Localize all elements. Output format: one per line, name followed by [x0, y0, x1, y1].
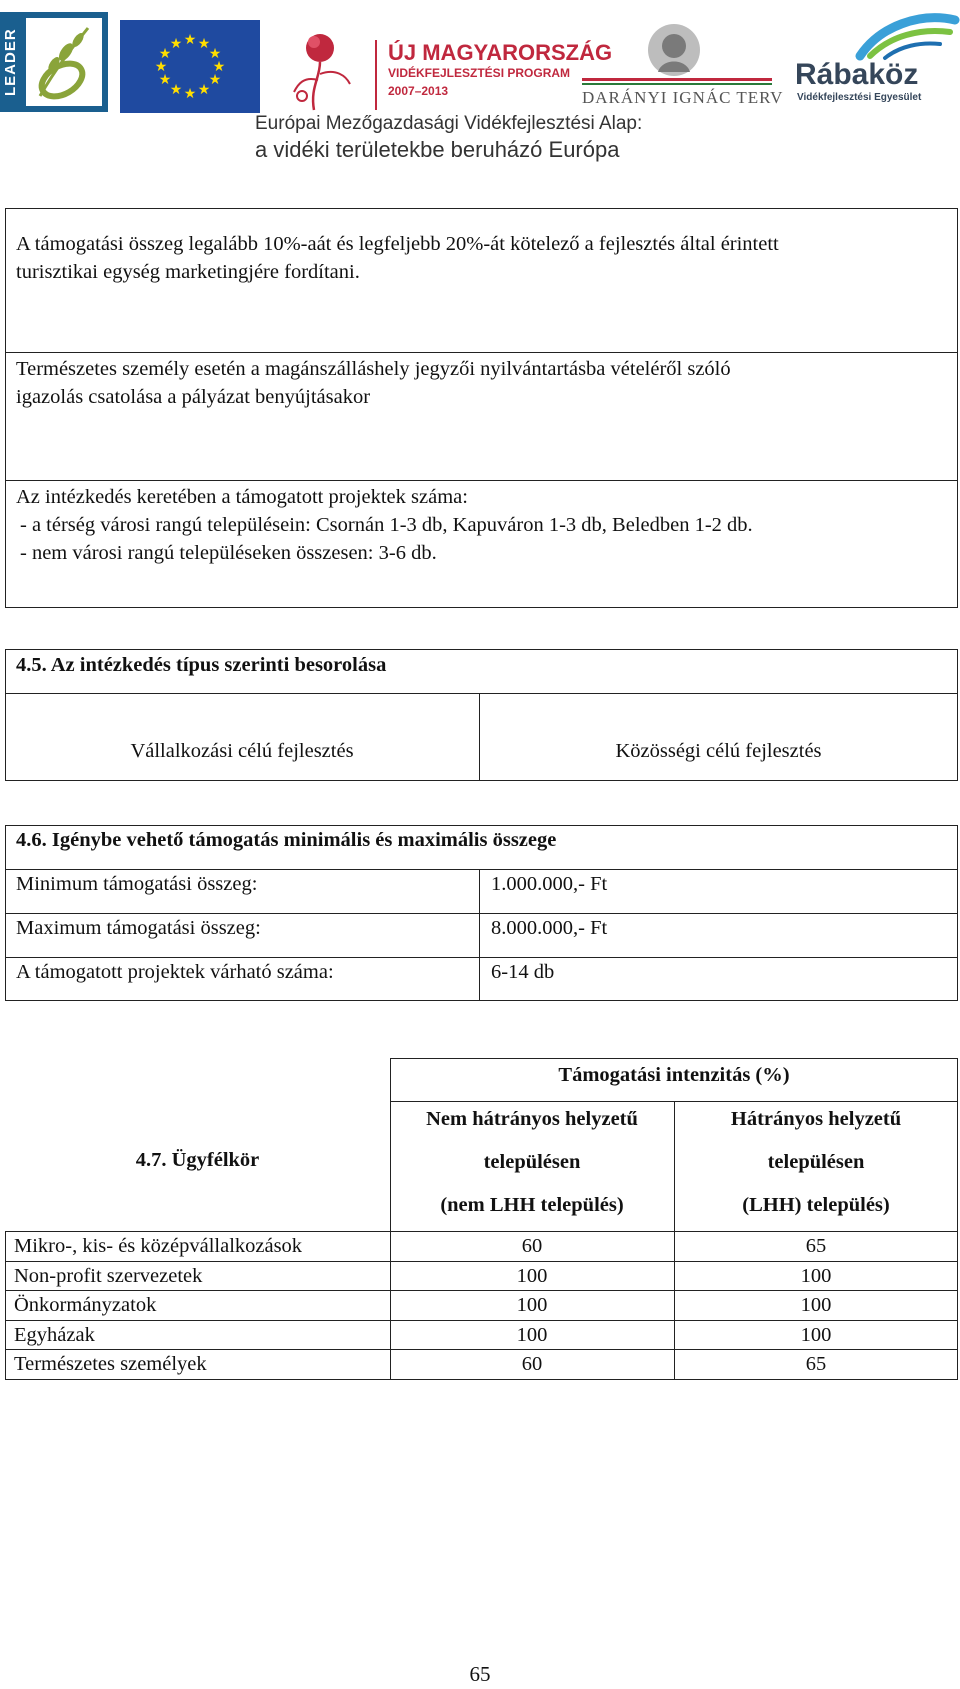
svg-text:★: ★	[183, 32, 197, 48]
project-count-rural: - nem városi rangú településeken összesen: 3-6 db.	[20, 542, 437, 564]
max-amount-value: 8.000.000,- Ft	[491, 917, 608, 939]
intensity-header: Támogatási intenzitás (%)	[558, 1064, 790, 1086]
min-amount-value: 1.000.000,- Ft	[491, 873, 608, 895]
leader-logo-emblem	[26, 18, 102, 106]
svg-text:★: ★	[169, 82, 183, 98]
svg-text:★: ★	[208, 46, 222, 62]
col1-header-line2: településen	[483, 1151, 581, 1173]
col1-header-line1: Nem hátrányos helyzetű	[426, 1108, 638, 1130]
wave-icon	[790, 6, 960, 66]
divider	[5, 693, 958, 694]
col2-header-line3: (LHH) település)	[742, 1194, 890, 1216]
table-cell: 60	[521, 1353, 543, 1375]
table-row-label: Non-profit szervezetek	[14, 1265, 203, 1287]
expected-projects-value: 6-14 db	[491, 961, 555, 983]
svg-text:★: ★	[183, 86, 197, 102]
svg-text:★: ★	[197, 82, 211, 98]
um-years: 2007–2013	[388, 84, 449, 98]
table-row-label: Önkormányzatok	[14, 1294, 157, 1316]
eu-stars-icon	[120, 20, 260, 113]
table-cell: 60	[521, 1235, 543, 1257]
section-46-heading: 4.6. Igénybe vehető támogatás minimális és maximális összege	[16, 829, 557, 851]
table-cell: 100	[516, 1294, 548, 1316]
table-cell: 100	[516, 1324, 548, 1346]
leaf-icon	[26, 18, 102, 106]
marketing-condition-line1: A támogatási összeg legalább 10%-aát és legfeljebb 20%-át kötelező a fejlesztés által érintett	[16, 233, 779, 255]
svg-text:★: ★	[197, 36, 211, 52]
marketing-condition-line2: turisztikai egység marketingjére fordítani.	[16, 261, 360, 283]
section-47-heading: 4.7. Ügyfélkör	[135, 1149, 260, 1171]
leader-logo-label: LEADER	[2, 28, 19, 96]
table-row-label: Egyházak	[14, 1324, 95, 1346]
min-amount-label: Minimum támogatási összeg:	[16, 873, 258, 895]
svg-text:★: ★	[158, 72, 172, 88]
svg-text:★: ★	[208, 72, 222, 88]
max-amount-label: Maximum támogatási összeg:	[16, 917, 261, 939]
community-development-option: Közösségi célú fejlesztés	[615, 740, 822, 762]
registration-condition-line1: Természetes személy esetén a magánszálláshely jegyzői nyilvántartásba vételéről szóló	[16, 358, 731, 380]
divider	[390, 1058, 958, 1059]
col2-header-line2: településen	[767, 1151, 865, 1173]
um-title: ÚJ MAGYARORSZÁG	[388, 40, 613, 65]
divider	[5, 480, 958, 481]
col1-header-line3: (nem LHH település)	[440, 1194, 624, 1216]
expected-projects-label: A támogatott projektek várható száma:	[16, 961, 334, 983]
table-row-label: Természetes személyek	[14, 1353, 207, 1375]
divider	[479, 869, 480, 1001]
leader-logo	[0, 12, 108, 112]
table-cell: 65	[805, 1353, 827, 1375]
daranyi-label: DARÁNYI IGNÁC TERV	[582, 88, 784, 107]
eafrd-slogan-line2: a vidéki területekbe beruházó Európa	[255, 137, 620, 162]
eu-flag-logo	[120, 20, 260, 113]
col2-header-line1: Hátrányos helyzetű	[730, 1108, 902, 1130]
table-cell: 100	[800, 1294, 832, 1316]
section-45-heading: 4.5. Az intézkedés típus szerinti besorolása	[16, 654, 387, 676]
project-count-intro: Az intézkedés keretében a támogatott projektek száma:	[16, 486, 468, 508]
svg-text:★: ★	[158, 46, 172, 62]
table-cell: 100	[800, 1265, 832, 1287]
rabakoz-subtitle: Vidékfejlesztési Egyesület	[797, 92, 922, 103]
svg-text:★: ★	[154, 59, 168, 75]
divider	[5, 1379, 958, 1380]
table-row-label: Mikro-, kis- és középvállalkozások	[14, 1235, 303, 1257]
um-subtitle: VIDÉKFEJLESZTÉSI PROGRAM	[388, 66, 571, 80]
rose-icon	[280, 18, 390, 114]
divider	[5, 352, 958, 353]
divider	[5, 1231, 6, 1379]
svg-text:★: ★	[212, 59, 226, 75]
business-development-option: Vállalkozási célú fejlesztés	[130, 740, 354, 762]
table-cell: 100	[516, 1265, 548, 1287]
table-cell: 65	[805, 1235, 827, 1257]
svg-text:★: ★	[169, 36, 183, 52]
page-number: 65	[469, 1662, 491, 1686]
registration-condition-line2: igazolás csatolása a pályázat benyújtásakor	[16, 386, 371, 408]
portrait-icon	[582, 16, 772, 96]
rabakoz-name: Rábaköz	[795, 58, 919, 91]
table-cell: 100	[800, 1324, 832, 1346]
project-count-urban: - a térség városi rangú településein: Csornán 1-3 db, Kapuváron 1-3 db, Beledben 1-2 db.	[20, 514, 753, 536]
eafrd-slogan-line1: Európai Mezőgazdasági Vidékfejlesztési Alap:	[255, 113, 643, 134]
